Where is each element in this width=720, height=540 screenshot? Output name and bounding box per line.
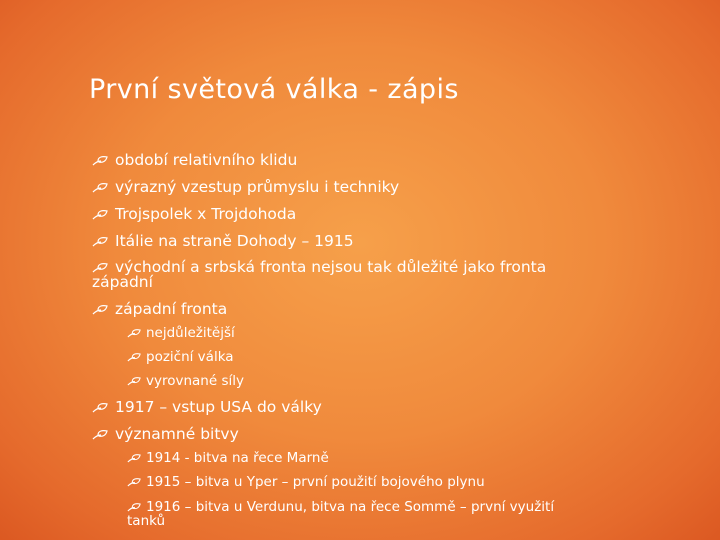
leaf-icon <box>92 209 108 221</box>
bullet-text: poziční válka <box>146 349 234 365</box>
bullet-text <box>92 258 547 291</box>
leaf-icon <box>127 376 141 388</box>
sub-bullet-item <box>127 326 235 340</box>
bullet-text: vyrovnané síly <box>146 373 244 389</box>
bullet-item <box>92 153 297 168</box>
leaf-icon <box>127 477 141 489</box>
bullet-text-line: východní a srbská fronta nejsou tak důležité jako fronta <box>115 258 547 276</box>
bullet-item <box>92 234 354 249</box>
bullet-text: období relativního klidu <box>115 151 298 169</box>
sub-bullet-item <box>127 350 234 364</box>
leaf-icon <box>92 304 108 316</box>
sub-bullet-item <box>127 374 244 388</box>
leaf-icon <box>92 402 108 414</box>
sub-bullet-item <box>127 451 329 465</box>
bullet-text: nejdůležitější <box>146 325 235 341</box>
leaf-icon <box>92 155 108 167</box>
bullet-item <box>92 427 239 442</box>
bullet-item <box>92 260 546 290</box>
bullet-text-line: 1916 – bitva u Verdunu, bitva na řece Sommě – první využití <box>146 499 555 515</box>
bullet-text-line: tanků <box>127 513 166 529</box>
bullet-item <box>92 180 399 195</box>
bullet-text-line: západní <box>92 273 153 291</box>
leaf-icon <box>127 328 141 340</box>
sub-bullet-item <box>127 475 485 489</box>
bullet-item <box>92 302 227 317</box>
bullet-text: 1915 – bitva u Yper – první použití bojového plynu <box>146 474 485 490</box>
bullet-text: Trojspolek x Trojdohoda <box>115 205 297 223</box>
leaf-icon <box>127 352 141 364</box>
leaf-icon <box>92 236 108 248</box>
bullet-item <box>92 400 322 415</box>
bullet-item <box>92 207 296 222</box>
bullet-text: západní fronta <box>115 300 228 318</box>
bullet-text: výrazný vzestup průmyslu i techniky <box>115 178 400 196</box>
leaf-icon <box>92 182 108 194</box>
bullet-text: významné bitvy <box>115 425 239 443</box>
bullet-text: 1917 – vstup USA do války <box>115 398 322 416</box>
slide-title: První světová válka - zápis <box>89 74 459 105</box>
bullet-text: 1914 - bitva na řece Marně <box>146 450 329 466</box>
bullet-text: Itálie na straně Dohody – 1915 <box>115 232 354 250</box>
bullet-text <box>127 499 555 529</box>
leaf-icon <box>92 429 108 441</box>
sub-bullet-item <box>127 500 554 528</box>
leaf-icon <box>127 453 141 465</box>
